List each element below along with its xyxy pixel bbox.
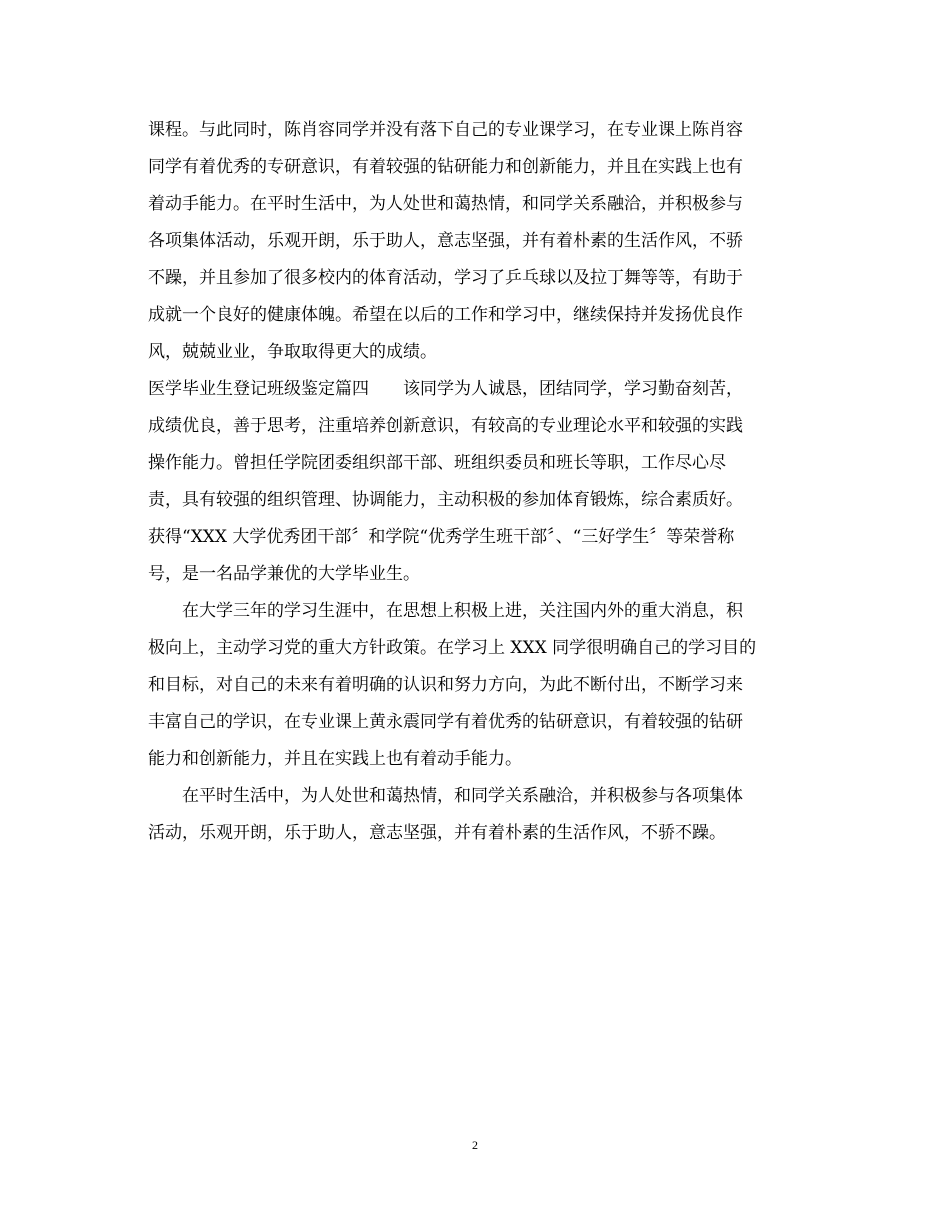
text-line: 成就一个良好的健康体魄。希望在以后的工作和学习中，继续保持并发扬优良作 <box>148 305 743 325</box>
text-line: 同学有着优秀的专研意识，有着较强的钻研能力和创新能力，并且在实践上也有 <box>148 157 743 177</box>
section-heading-line: 医学毕业生登记班级鉴定篇四 该同学为人诚恳，团结同学，学习勤奋刻苦， <box>148 379 743 399</box>
text-line: 在大学三年的学习生涯中，在思想上积极上进，关注国内外的重大消息，积 <box>148 601 743 621</box>
text-line: 和目标，对自己的未来有着明确的认识和努力方向，为此不断付出，不断学习来 <box>148 675 743 695</box>
text-line: 能力和创新能力，并且在实践上也有着动手能力。 <box>148 749 522 769</box>
text-line: 活动，乐观开朗，乐于助人，意志坚强，并有着朴素的生活作风，不骄不躁。 <box>148 823 726 843</box>
text-line: 着动手能力。在平时生活中，为人处世和蔼热情，和同学关系融洽，并积极参与 <box>148 194 743 214</box>
text-line: 极向上，主动学习党的重大方针政策。在学习上 XXX 同学很明确自己的学习目的 <box>148 638 757 658</box>
text-line: 成绩优良，善于思考，注重培养创新意识，有较高的专业理论水平和较强的实践 <box>148 416 743 436</box>
text-line: 各项集体活动，乐观开朗，乐于助人，意志坚强，并有着朴素的生活作风，不骄 <box>148 231 743 251</box>
text-line: 在平时生活中，为人处世和蔼热情，和同学关系融洽，并积极参与各项集体 <box>148 786 743 806</box>
text-line: 获得“XXX 大学优秀团干部〞和学院“优秀学生班干部〞、“三好学生〞等荣誉称 <box>148 527 735 547</box>
text-line: 课程。与此同时，陈肖容同学并没有落下自己的专业课学习，在专业课上陈肖容 <box>148 120 743 140</box>
page-number: 2 <box>472 1138 478 1152</box>
text-line: 丰富自己的学识，在专业课上黄永震同学有着优秀的钻研意识，有着较强的钻研 <box>148 712 743 732</box>
text-line: 号，是一名品学兼优的大学毕业生。 <box>148 564 420 584</box>
text-line: 不躁，并且参加了很多校内的体育活动，学习了乒乓球以及拉丁舞等等，有助于 <box>148 268 743 288</box>
text-line: 风，兢兢业业，争取取得更大的成绩。 <box>148 342 437 362</box>
text-line: 操作能力。曾担任学院团委组织部干部、班组织委员和班长等职，工作尽心尽 <box>148 453 726 473</box>
text-line: 责，具有较强的组织管理、协调能力，主动积极的参加体育锻炼，综合素质好。 <box>148 490 743 510</box>
